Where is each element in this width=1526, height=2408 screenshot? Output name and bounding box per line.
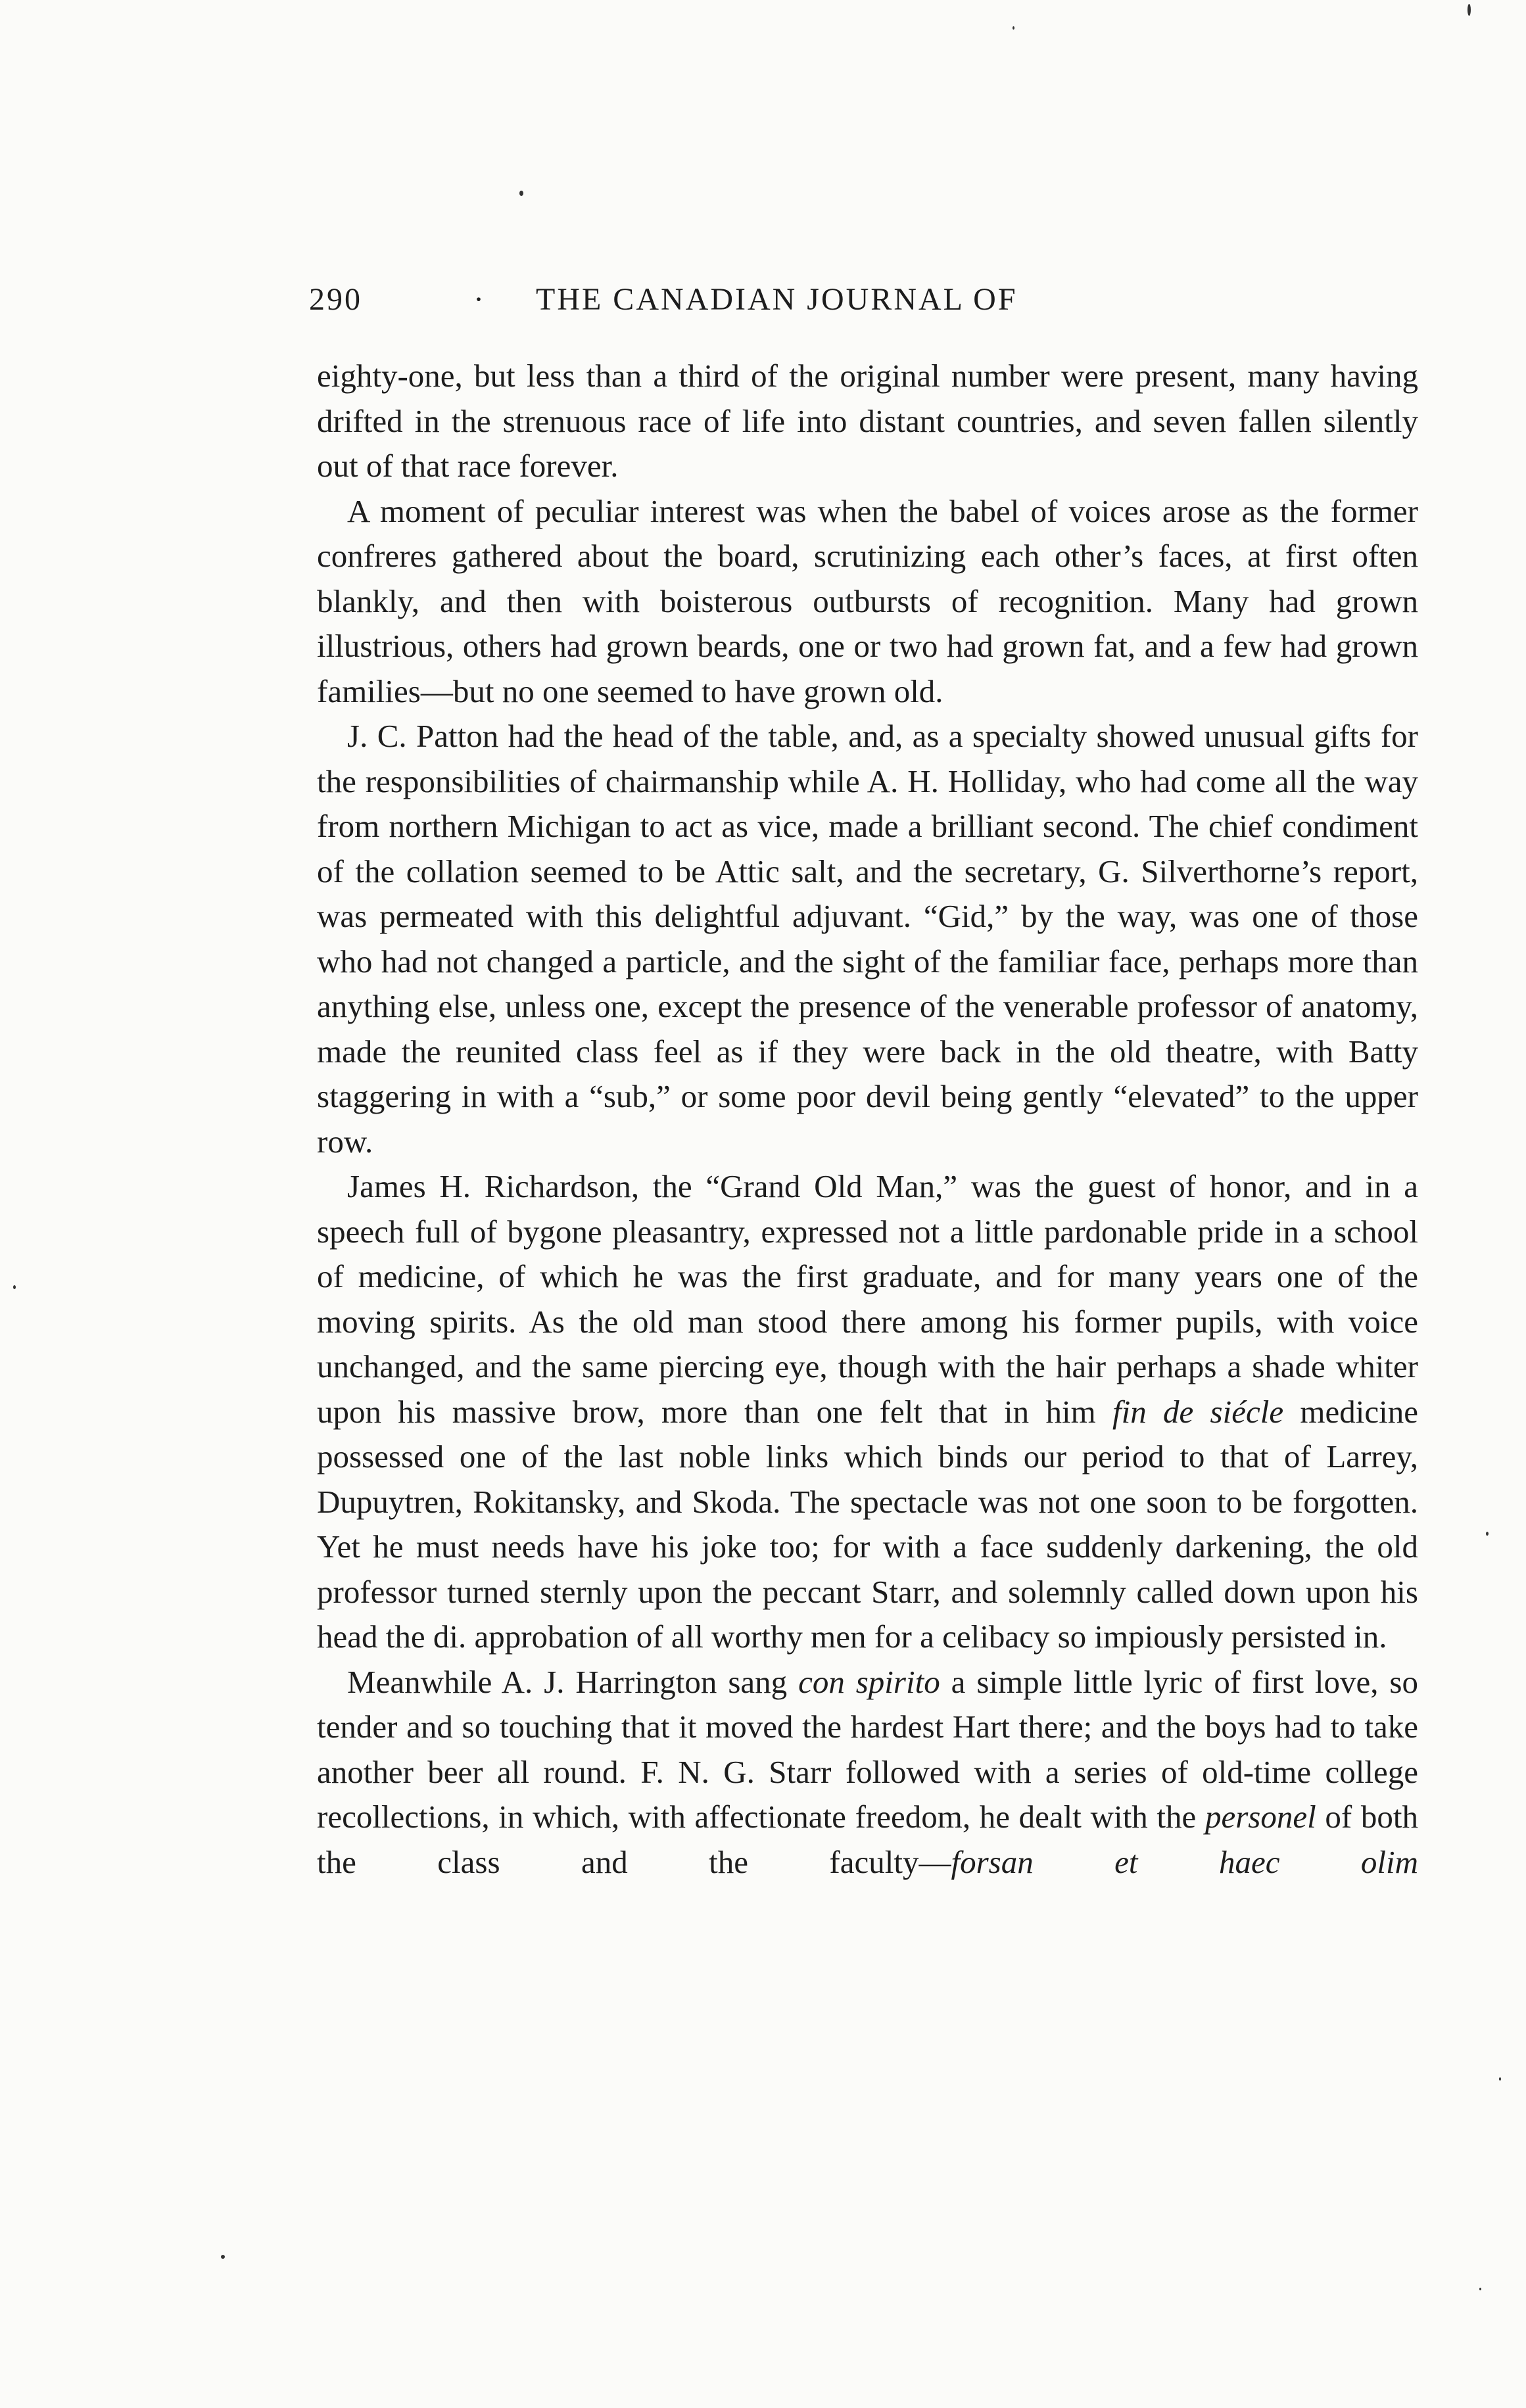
scan-speck bbox=[1486, 1532, 1489, 1536]
header-separator: · bbox=[473, 282, 486, 317]
paragraph-p3 bbox=[317, 714, 1418, 1164]
text-run: Meanwhile A. J. Harrington sang bbox=[347, 1663, 799, 1700]
text-run: a simple little lyric of first love, so tender and so touching that it moved the hardest Hart there; and the boys had to take another beer all round. F. N. G. Starr followed with a series of old-time college recollections, in which, with affectionate freedom, he dealt with the bbox=[317, 1663, 1419, 1835]
scan-speck bbox=[1479, 2288, 1481, 2290]
page-number: 290 bbox=[309, 282, 362, 317]
paragraph-p5 bbox=[317, 1660, 1418, 1885]
scan-speck bbox=[519, 191, 523, 196]
italic-phrase: personel bbox=[1204, 1799, 1316, 1835]
text-run: A moment of peculiar interest was when the babel of voices arose as the former confreres gathered about the board, scrutinizing each other’s faces, at first often blankly, and then with boisterous outbursts of recognition. Many had grown illustrious, others had grown beards, one or two had grown fat, and a few had grown families—but no one seemed to have grown old. bbox=[317, 492, 1418, 709]
italic-phrase: forsan et haec olim bbox=[951, 1843, 1418, 1880]
paragraph-p4 bbox=[317, 1164, 1418, 1660]
paragraph-p1 bbox=[317, 354, 1418, 489]
scan-speck bbox=[1467, 4, 1471, 16]
scan-speck bbox=[13, 1285, 16, 1289]
text-run: medicine possessed one of the last noble links which binds our period to that of Larrey, Dupuytren, Rokitansky, and Skoda. The spectacle was not one soon to be forgotten. Yet he must needs have his joke too; for with a face suddenly darkening, the old professor turned sternly upon the peccant Starr, and solemnly called down upon his head the di. approbation of all worthy men for a celibacy so impiously persisted in. bbox=[317, 1393, 1418, 1655]
text-run: James H. Richardson, the “Grand Old Man,” was the guest of honor, and in a speech full of bygone pleasantry, expressed not a little pardonable pride in a school of medicine, of which he was the first graduate, and for many years one of the moving spirits. As the old man stood there among his former pupils, with voice unchanged, and the same piercing eye, though with the hair perhaps a shade whiter upon his massive brow, more than one felt that in him bbox=[317, 1168, 1418, 1430]
article-body bbox=[317, 354, 1418, 1885]
text-run: eighty-one, but less than a third of the original number were present, many having drifted in the strenuous race of life into distant countries, and seven fallen silently out of that race forever. bbox=[317, 358, 1418, 484]
italic-phrase: con spirito bbox=[798, 1663, 940, 1700]
paragraph-p2 bbox=[317, 489, 1418, 715]
text-run: of both the class and the faculty— bbox=[317, 1799, 1419, 1880]
running-header bbox=[309, 281, 1157, 334]
scan-speck bbox=[1013, 26, 1014, 30]
text-run: J. C. Patton had the head of the table, and, as a specialty showed unusual gifts for the responsibilities of chairmanship while A. H. Holliday, who had come all the way from northern Michigan to act as vice, made a brilliant second. The chief condiment of the collation seemed to be Attic salt, and the secretary, G. Silverthorne’s report, was permeated with this delightful adjuvant. “Gid,” by the way, was one of those who had not changed a particle, and the sight of the familiar face, perhaps more than anything else, unless one, except the presence of the venerable professor of anatomy, made the reunited class feel as if they were back in the old theatre, with Batty staggering in with a “sub,” or some poor devil being gently “elevated” to the upper row. bbox=[317, 718, 1418, 1160]
scan-speck bbox=[1499, 2077, 1501, 2081]
running-title: THE CANADIAN JOURNAL OF bbox=[536, 282, 1018, 317]
italic-phrase: fin de siécle bbox=[1112, 1393, 1284, 1430]
scan-speck bbox=[221, 2255, 225, 2259]
